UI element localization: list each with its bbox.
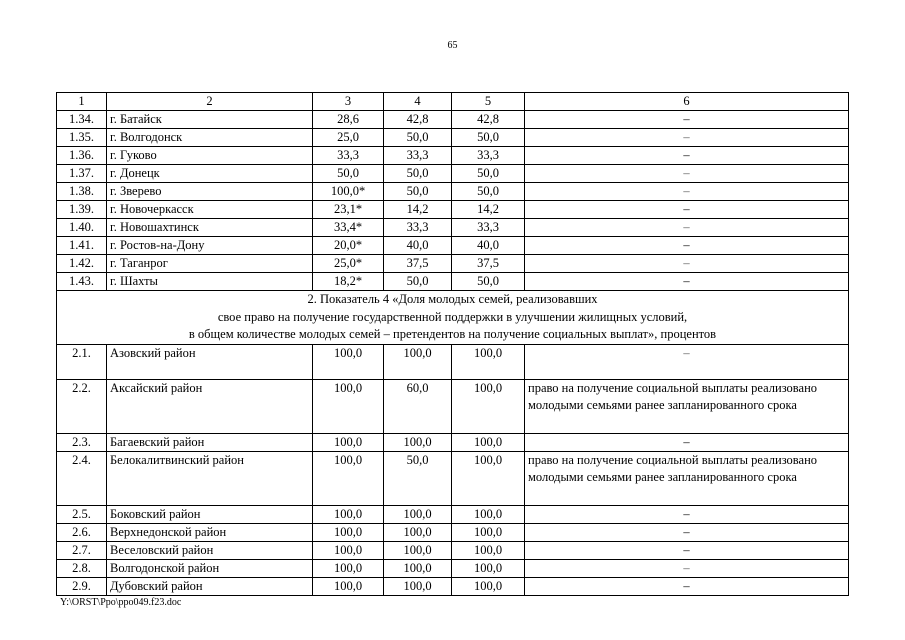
col4-value: 33,3 [384,219,452,237]
col4-value: 50,0 [384,273,452,291]
table-row [57,433,849,451]
col5-value: 14,2 [452,201,525,219]
row-number: 1.35. [57,129,107,147]
col6-note: право на получение социальной выплаты реализовано молодыми семьями ранее запланированного срока [525,451,849,505]
col4-value: 100,0 [384,344,452,379]
col5-value: 100,0 [452,505,525,523]
table-row [57,523,849,541]
row-name: г. Волгодонск [107,129,313,147]
col6-note: – [525,344,849,379]
table-row [57,451,849,505]
row-name: Белокалитвинский район [107,451,313,505]
col3-value: 33,3 [313,147,384,165]
table-row [57,577,849,595]
col3-value: 100,0 [313,559,384,577]
table-row [57,111,849,129]
header-cell: 2 [107,93,313,111]
section-heading [57,291,849,345]
header-cell: 6 [525,93,849,111]
col5-value: 100,0 [452,433,525,451]
row-number: 2.2. [57,379,107,433]
row-number: 2.1. [57,344,107,379]
col6-note: – [525,559,849,577]
col5-value: 33,3 [452,147,525,165]
row-number: 2.6. [57,523,107,541]
row-name: Аксайский район [107,379,313,433]
col5-value: 50,0 [452,129,525,147]
row-name: Багаевский район [107,433,313,451]
col4-value: 100,0 [384,523,452,541]
table-row [57,219,849,237]
col5-value: 50,0 [452,273,525,291]
row-name: г. Зверево [107,183,313,201]
col4-value: 100,0 [384,505,452,523]
header-cell: 1 [57,93,107,111]
row-number: 2.4. [57,451,107,505]
section-heading-line: свое право на получение государственной поддержки в улучшении жилищных условий, [217,309,688,324]
section-heading-line: 2. Показатель 4 «Доля молодых семей, реализовавших [307,292,598,306]
col4-value: 100,0 [384,577,452,595]
col5-value: 50,0 [452,165,525,183]
row-number: 1.36. [57,147,107,165]
col3-value: 25,0* [313,255,384,273]
section-heading-line: в общем количестве молодых семей – претендентов на получение социальных выплат», процентов [188,327,717,341]
col4-value: 40,0 [384,237,452,255]
col6-note: – [525,505,849,523]
col5-value: 100,0 [452,577,525,595]
col3-value: 20,0* [313,237,384,255]
col3-value: 100,0 [313,433,384,451]
row-number: 1.43. [57,273,107,291]
col6-note: – [525,219,849,237]
col3-value: 100,0 [313,344,384,379]
table-row [57,505,849,523]
row-name: г. Таганрог [107,255,313,273]
table-row [57,255,849,273]
col4-value: 100,0 [384,433,452,451]
row-number: 1.34. [57,111,107,129]
table-header-row [57,93,849,111]
col6-note: – [525,201,849,219]
col5-value: 100,0 [452,451,525,505]
col4-value: 50,0 [384,451,452,505]
col3-value: 100,0 [313,577,384,595]
table-row [57,559,849,577]
row-number: 1.37. [57,165,107,183]
row-name: Веселовский район [107,541,313,559]
col6-note: – [525,273,849,291]
col3-value: 100,0 [313,523,384,541]
row-name: Дубовский район [107,577,313,595]
row-number: 1.42. [57,255,107,273]
table-row [57,201,849,219]
col4-value: 42,8 [384,111,452,129]
col5-value: 40,0 [452,237,525,255]
col3-value: 100,0* [313,183,384,201]
page-number: 65 [447,40,458,51]
col4-value: 100,0 [384,541,452,559]
col5-value: 100,0 [452,541,525,559]
row-name: г. Донецк [107,165,313,183]
row-name: г. Гуково [107,147,313,165]
row-number: 1.39. [57,201,107,219]
header-cell: 4 [384,93,452,111]
table-row [57,147,849,165]
row-name: г. Новочеркасск [107,201,313,219]
col6-note: – [525,541,849,559]
col5-value: 100,0 [452,344,525,379]
col4-value: 60,0 [384,379,452,433]
col6-note: – [525,129,849,147]
col3-value: 100,0 [313,505,384,523]
indicators-table [56,92,849,596]
col3-value: 28,6 [313,111,384,129]
col6-note: – [525,577,849,595]
table-row [57,237,849,255]
table-row [57,344,849,379]
col6-note: – [525,111,849,129]
row-number: 2.5. [57,505,107,523]
header-cell: 5 [452,93,525,111]
row-name: Волгодонской район [107,559,313,577]
col6-note: – [525,523,849,541]
row-number: 1.38. [57,183,107,201]
col5-value: 37,5 [452,255,525,273]
col3-value: 18,2* [313,273,384,291]
row-name: Боковский район [107,505,313,523]
col3-value: 50,0 [313,165,384,183]
row-name: г. Ростов-на-Дону [107,237,313,255]
col5-value: 33,3 [452,219,525,237]
section-heading-row [57,291,849,345]
col3-value: 25,0 [313,129,384,147]
col4-value: 37,5 [384,255,452,273]
table-row [57,379,849,433]
table-row [57,541,849,559]
col4-value: 100,0 [384,559,452,577]
col5-value: 100,0 [452,523,525,541]
row-number: 2.7. [57,541,107,559]
col4-value: 14,2 [384,201,452,219]
row-number: 2.9. [57,577,107,595]
col3-value: 33,4* [313,219,384,237]
file-path-footer: Y:\ORST\Ppo\ppo049.f23.doc [60,597,182,608]
col4-value: 50,0 [384,129,452,147]
row-name: Верхнедонской район [107,523,313,541]
row-name: г. Новошахтинск [107,219,313,237]
col6-note: право на получение социальной выплаты реализовано молодыми семьями ранее запланированного срока [525,379,849,433]
row-number: 1.41. [57,237,107,255]
col6-note: – [525,147,849,165]
table-row [57,183,849,201]
col4-value: 50,0 [384,165,452,183]
col3-value: 100,0 [313,541,384,559]
col6-note: – [525,255,849,273]
col4-value: 33,3 [384,147,452,165]
table-row [57,165,849,183]
row-number: 2.3. [57,433,107,451]
col5-value: 100,0 [452,559,525,577]
col6-note: – [525,183,849,201]
col6-note: – [525,433,849,451]
col5-value: 50,0 [452,183,525,201]
col3-value: 23,1* [313,201,384,219]
row-name: г. Шахты [107,273,313,291]
row-name: г. Батайск [107,111,313,129]
header-cell: 3 [313,93,384,111]
row-name: Азовский район [107,344,313,379]
col3-value: 100,0 [313,379,384,433]
col6-note: – [525,237,849,255]
col3-value: 100,0 [313,451,384,505]
table-row [57,273,849,291]
col4-value: 50,0 [384,183,452,201]
row-number: 2.8. [57,559,107,577]
row-number: 1.40. [57,219,107,237]
col6-note: – [525,165,849,183]
col5-value: 42,8 [452,111,525,129]
table-row [57,129,849,147]
col5-value: 100,0 [452,379,525,433]
